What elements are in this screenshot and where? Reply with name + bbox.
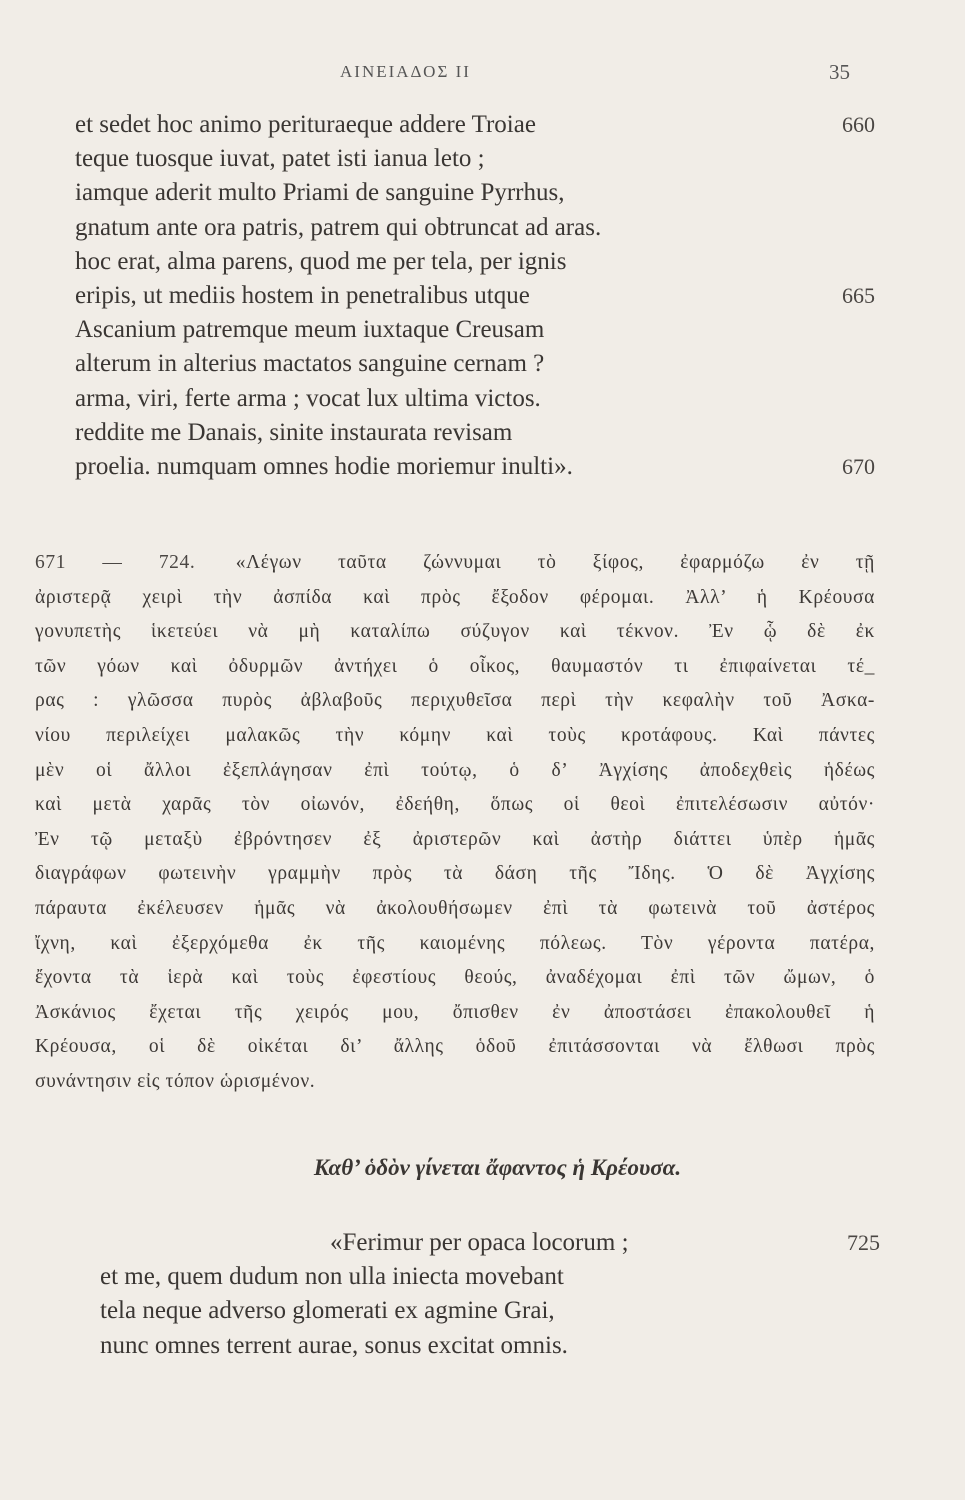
verse-line bbox=[75, 450, 875, 484]
greek-line: τῶν γόων καὶ ὀδυρμῶν ἀντήχει ὁ οἶκος, θαυμαστόν τι ἐπιφαίνεται τέ_ bbox=[35, 655, 875, 677]
greek-line: καὶ μετὰ χαρᾶς τὸν οἰωνόν, ἐδεήθη, ὅπως οἱ θεοὶ ἐπιτελέσωσιν αὐτόν· bbox=[35, 794, 875, 816]
greek-line: πάραυτα ἐκέλευσεν ἡμᾶς νὰ ἀκολουθήσωμεν ἐπὶ τὰ φωτεινὰ τοῦ ἀστέρος bbox=[35, 897, 875, 919]
verse-line bbox=[100, 1294, 880, 1328]
verse-line bbox=[75, 142, 875, 176]
verse-text: Ascanium patremque meum iuxtaque Creusam bbox=[75, 316, 545, 344]
greek-line: Κρέουσα, οἱ δὲ οἰκέται δι’ ἄλλης ὁδοῦ ἐπιτάσσονται νὰ ἔλθωσι πρὸς bbox=[35, 1036, 875, 1058]
greek-line: ἴχνη, καὶ ἐξερχόμεθα ἐκ τῆς καιομένης πόλεως. Τὸν γέροντα πατέρα, bbox=[35, 932, 875, 954]
latin-verse-block bbox=[100, 1226, 880, 1363]
verse-text: eripis, ut mediis hostem in penetralibus utque bbox=[75, 281, 530, 309]
verse-text: hoc erat, alma parens, quod me per tela, per ignis bbox=[75, 247, 567, 275]
verse-text: reddite me Danais, sinite instaurata revisam bbox=[75, 418, 513, 446]
greek-line: ἀριστερᾷ χειρὶ τὴν ἀσπίδα καὶ πρὸς ἔξοδον φέρομαι. Ἀλλ’ ἡ Κρέουσα bbox=[35, 586, 875, 608]
section-heading-text: Καθ’ ὁδὸν γίνεται ἄφαντος ἡ Κρέουσα. bbox=[313, 1155, 682, 1180]
greek-line: ἔχοντα τὰ ἱερὰ καὶ τοὺς ἐφεστίους θεούς, ἀναδέχομαι ἐπὶ τῶν ὤμων, ὁ bbox=[35, 967, 875, 989]
verse-text: tela neque adverso glomerati ex agmine Grai, bbox=[100, 1297, 555, 1325]
verse-line bbox=[100, 1329, 880, 1363]
verse-line bbox=[75, 416, 875, 450]
greek-line: Ἀσκάνιος ἔχεται τῆς χειρός μου, ὄπισθεν ἐν ἀποστάσει ἐπακολουθεῖ ἡ bbox=[35, 1001, 875, 1023]
greek-line: διαγράφων φωτεινὴν γραμμὴν πρὸς τὰ δάση τῆς Ἴδης. Ὁ δὲ Ἀγχίσης bbox=[35, 863, 875, 885]
section-heading bbox=[0, 1155, 965, 1181]
page-number: 35 bbox=[829, 60, 850, 84]
verse-text: alterum in alterius mactatos sanguine cernam ? bbox=[75, 350, 545, 378]
greek-line: Ἐν τῷ μεταξὺ ἐβρόντησεν ἐξ ἀριστερῶν καὶ ἀστὴρ διάττει ὑπὲρ ἡμᾶς bbox=[35, 828, 875, 850]
verse-line bbox=[75, 211, 875, 245]
line-number: 665 bbox=[842, 282, 875, 308]
verse-text: nunc omnes terrent aurae, sonus excitat omnis. bbox=[100, 1331, 568, 1359]
line-number: 660 bbox=[842, 112, 875, 137]
verse-text: et sedet hoc animo perituraeque addere Troiae bbox=[75, 111, 536, 138]
greek-line: συνάντησιν εἰς τόπον ὡρισμένον. bbox=[35, 1070, 316, 1092]
verse-text: «Ferimur per opaca locorum ; bbox=[330, 1229, 629, 1256]
verse-line bbox=[75, 279, 875, 313]
verse-line bbox=[100, 1226, 880, 1260]
greek-summary-paragraph bbox=[35, 546, 875, 1100]
verse-line bbox=[75, 245, 875, 279]
verse-line bbox=[75, 347, 875, 381]
verse-text: teque tuosque iuvat, patet isti ianua leto ; bbox=[75, 145, 485, 173]
verse-text: iamque aderit multo Priami de sanguine Pyrrhus, bbox=[75, 179, 565, 207]
verse-text: et me, quem dudum non ulla iniecta movebant bbox=[100, 1263, 564, 1291]
verse-line bbox=[75, 382, 875, 416]
verse-text: proelia. numquam omnes hodie moriemur inulti». bbox=[75, 452, 573, 480]
line-number: 670 bbox=[842, 453, 875, 479]
verse-line bbox=[75, 108, 875, 142]
verse-line bbox=[75, 313, 875, 347]
verse-text: gnatum ante ora patris, patrem qui obtruncat ad aras. bbox=[75, 213, 602, 241]
greek-line: μὲν οἱ ἄλλοι ἐξεπλάγησαν ἐπὶ τούτῳ, ὁ δ’ Ἀγχίσης ἀποδεχθεὶς ἡδέως bbox=[35, 759, 875, 781]
greek-line: γονυπετὴς ἱκετεύει νὰ μὴ καταλίπω σύζυγον καὶ τέκνον. Ἐν ᾧ δὲ ἐκ bbox=[35, 621, 875, 643]
greek-line-text: «Λέγων ταῦτα ζώννυμαι τὸ ξίφος, ἐφαρμόζω ἐν τῇ bbox=[235, 552, 875, 573]
line-number: 725 bbox=[847, 1230, 880, 1255]
verse-range: 671 — 724. bbox=[35, 552, 196, 573]
running-title: ΑΙΝΕΙΑΔΟΣ II bbox=[340, 62, 471, 81]
greek-line: νίου περιλείχει μαλακῶς τὴν κόμην καὶ τοὺς κροτάφους. Καὶ πάντες bbox=[35, 724, 875, 746]
greek-line bbox=[35, 546, 875, 581]
verse-line bbox=[75, 176, 875, 210]
verse-text: arma, viri, ferte arma ; vocat lux ultima victos. bbox=[75, 384, 541, 412]
latin-verse-block bbox=[75, 108, 875, 484]
verse-line bbox=[100, 1260, 880, 1294]
greek-line: ρας : γλῶσσα πυρὸς ἀβλαβοῦς περιχυθεῖσα περὶ τὴν κεφαλὴν τοῦ Ἀσκα- bbox=[35, 690, 875, 712]
running-head bbox=[0, 60, 965, 90]
